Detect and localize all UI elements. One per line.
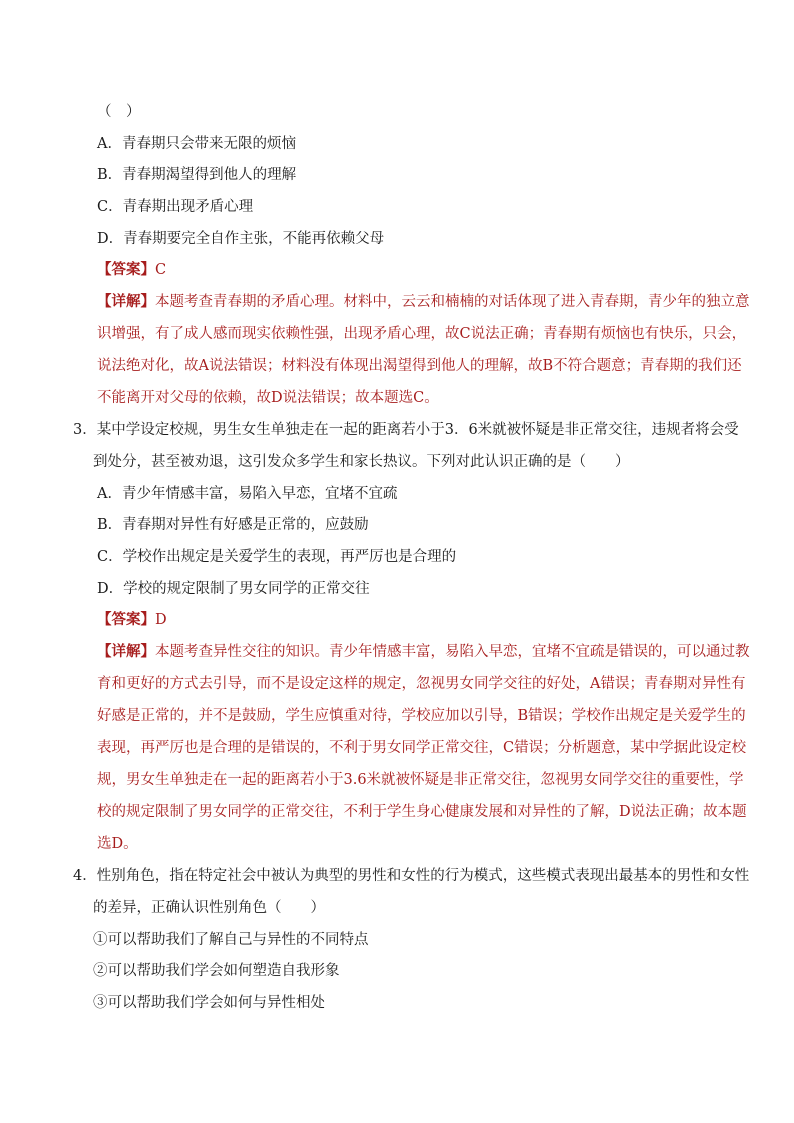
q3-detail-line-2: 育和更好的方式去引导，而不是设定这样的规定，忽视男女同学交往的好处，A错误；青春期对异性有 <box>97 676 746 692</box>
q2-option-d: D．青春期要完全自作主张，不能再依赖父母 <box>97 231 385 247</box>
q2-option-c: C．青春期出现矛盾心理 <box>97 199 254 215</box>
q3-detail-line-3: 好感是正常的，并不是鼓励，学生应慎重对待，学校应加以引导，B错误；学校作出规定是关爱学生的 <box>97 708 746 724</box>
q3-answer <box>97 610 167 630</box>
q4-item-1: ①可以帮助我们了解自己与异性的不同特点 <box>93 932 369 948</box>
q3-detail-line-5: 规，男女生单独走在一起的距离若小于3.6米就被怀疑是非正常交往，忽视男女同学交往的重要性，学 <box>97 772 744 788</box>
q2-detail-line-2: 识增强，有了成人感而现实依赖性强，出现矛盾心理，故C说法正确；青春期有烦恼也有快乐，只会， <box>97 326 747 342</box>
q3-detail-line-4: 表现，再严厉也是合理的是错误的，不利于男女同学正常交往，C错误；分析题意，某中学据此设定校 <box>97 740 747 756</box>
q3-option-d: D．学校的规定限制了男女同学的正常交往 <box>97 581 370 597</box>
q2-detail-label: 【详解】 <box>97 293 155 310</box>
q3-detail-line-6: 校的规定限制了男女同学的正常交往，不利于学生身心健康发展和对异性的了解，D说法正确；故本题 <box>97 804 747 820</box>
q2-answer-paren: （ ） <box>97 104 141 120</box>
q2-detail-line-4: 不能离开对父母的依赖，故D说法错误；故本题选C。 <box>97 390 439 406</box>
q3-detail-text-1: 本题考查异性交往的知识。青少年情感丰富，易陷入早恋，宜堵不宜疏是错误的，可以通过教 <box>155 644 750 660</box>
q3-option-b: B．青春期对异性有好感是正常的，应鼓励 <box>97 517 369 533</box>
q2-answer <box>97 260 166 280</box>
q3-stem-line-2: 到处分，甚至被劝退，这引发众多学生和家长热议。下列对此认识正确的是（ ） <box>93 454 630 470</box>
q3-answer-value: D <box>155 612 167 628</box>
q3-detail-label: 【详解】 <box>97 643 155 660</box>
q4-item-2: ②可以帮助我们学会如何塑造自我形象 <box>93 963 340 979</box>
q4-item-3: ③可以帮助我们学会如何与异性相处 <box>93 995 325 1011</box>
q2-answer-value: C <box>155 262 167 278</box>
q4-stem-line-2: 的差异，正确认识性别角色（ ） <box>93 900 325 916</box>
q3-detail-line-1 <box>97 642 750 662</box>
q2-detail-text-1: 本题考查青春期的矛盾心理。材料中，云云和楠楠的对话体现了进入青春期，青少年的独立意 <box>155 294 750 310</box>
q3-stem-line-1: 3．某中学设定校规，男生女生单独走在一起的距离若小于3．6米就被怀疑是非正常交往，违规者将会受 <box>73 422 739 438</box>
q3-detail-line-7: 选D。 <box>97 836 138 852</box>
q2-detail-line-3: 说法绝对化，故A说法错误；材料没有体现出渴望得到他人的理解，故B不符合题意；青春期的我们还 <box>97 358 742 374</box>
q3-option-c: C．学校作出规定是关爱学生的表现，再严厉也是合理的 <box>97 549 457 565</box>
q2-option-b: B．青春期渴望得到他人的理解 <box>97 167 297 183</box>
q3-answer-label: 【答案】 <box>97 611 155 628</box>
q2-detail-line-1 <box>97 292 750 312</box>
q3-option-a: A．青少年情感丰富，易陷入早恋，宜堵不宜疏 <box>97 486 398 502</box>
q2-answer-label: 【答案】 <box>97 261 155 278</box>
q4-stem-line-1: 4．性别角色，指在特定社会中被认为典型的男性和女性的行为模式，这些模式表现出最基本的男性和女性 <box>73 868 750 884</box>
q2-option-a: A．青春期只会带来无限的烦恼 <box>97 136 296 152</box>
